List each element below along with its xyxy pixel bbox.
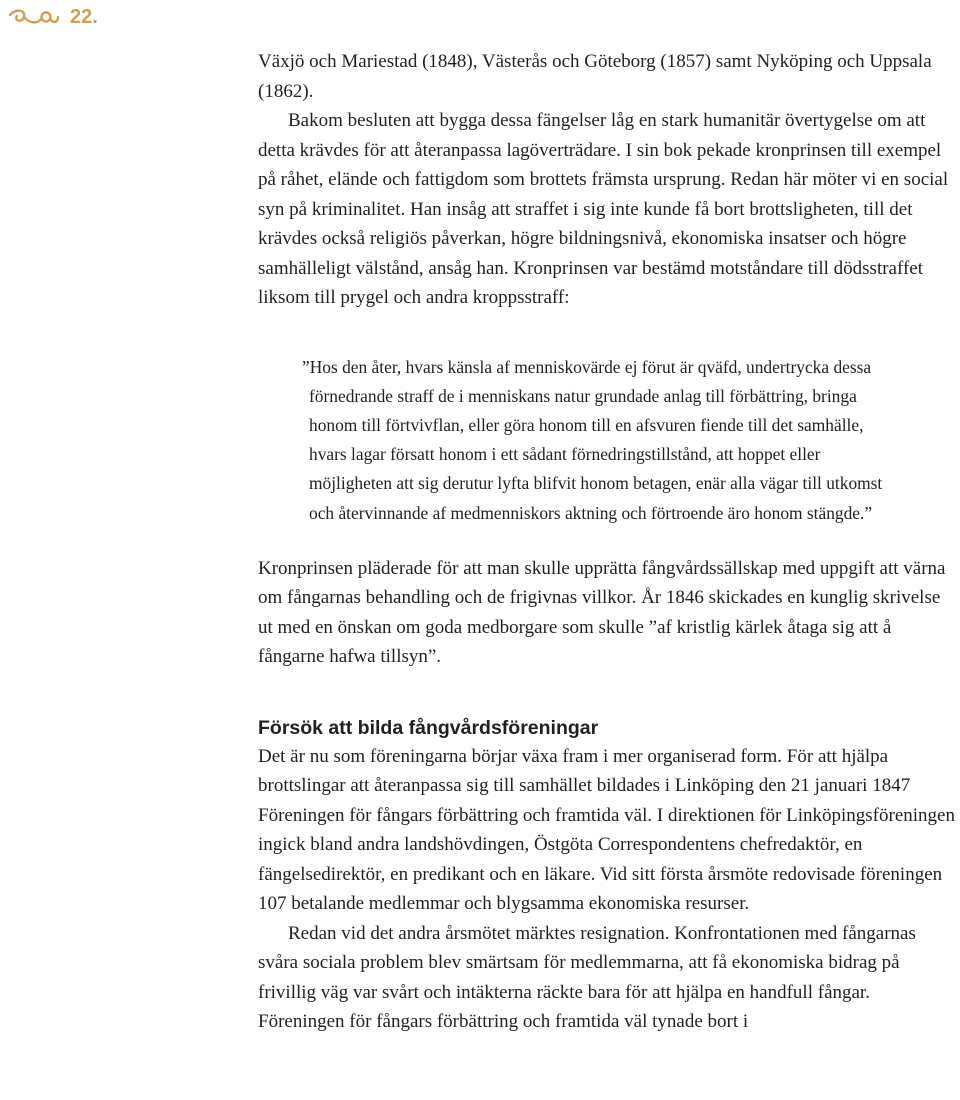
body-text bbox=[258, 47, 958, 1037]
section-heading: Försök att bilda fångvårdsföreningar bbox=[258, 716, 599, 739]
paragraph-5: Redan vid det andra årsmötet märktes resignation. Konfrontationen med fångarnas svåra sociala problem blev smärtsam för medlemmarna, att få ekonomiska bidrag på frivillig väg var svårt och intäkterna räckte bara för att hjälpa en handfull fångar. Föreningen för fångars förbättring och framtida väl tynade bort i bbox=[258, 922, 916, 1033]
block-quote: ”Hos den åter, hvars känsla af menniskovärde ej förut är qväfd, undertrycka dessa förnedrande straff de i menniskans natur grundade anlag till förbättring, bringa honom till förtvivflan, eller göra honom till en afsvuren fiende till det samhälle, hvars lagar försatt honom i ett sådant förnedringstillstånd, att hoppet eller möjligheten att sig derutur lyfta blifvit honom betagen, enär alla vägar till utkomst och återvinnande af medmenniskors aktning och förtroende äro honom stängde.” bbox=[302, 356, 883, 523]
paragraph-4: Det är nu som föreningarna börjar växa fram i mer organiserad form. För att hjälpa brottslingar att återanpassa sig till samhället bildades i Linköping den 21 januari 1847 Föreningen för fångars förbättring och framtida väl. I direktionen för Linköpingsföreningen ingick bland andra landshövdingen, Östgöta Correspondentens chefredaktör, en fängelsedirektör, en predikant och en läkare. Vid sitt första årsmöte redovisade föreningen 107 betalande medlemmar och blygsamma ekonomiska resurser. bbox=[258, 745, 955, 915]
flourish-icon bbox=[8, 6, 60, 28]
paragraph-3: Kronprinsen pläderade för att man skulle upprätta fångvårdssällskap med uppgift att värna om fångarnas behandling och de frigivnas villkor. År 1846 skickades en kunglig skrivelse ut med en önskan om goda medborgare som skulle ”af kristlig kärlek åtaga sig att å fångarne hafwa tillsyn”. bbox=[258, 557, 946, 668]
paragraph-1: Växjö och Mariestad (1848), Västerås och Göteborg (1857) samt Nyköping och Uppsala (1862). bbox=[258, 51, 932, 102]
paragraph-2: Bakom besluten att bygga dessa fängelser låg en stark humanitär övertygelse om att detta krävdes för att återanpassa lagöverträdare. I sin bok pekade kronprinsen till exempel på råhet, elände och fattigdom som brottets främsta ursprung. Redan här möter vi en social syn på kriminalitet. Han insåg att straffet i sig inte kunde få bort brottsligheten, till det krävdes också religiös påverkan, högre bildningsnivå, ekonomiska insatser och högre samhälleligt välstånd, ansåg han. Kronprinsen var bestämd motståndare till dödsstraffet liksom till prygel och andra kroppsstraff: bbox=[258, 110, 949, 308]
page-header bbox=[8, 4, 98, 30]
page-number: 22. bbox=[70, 5, 98, 28]
